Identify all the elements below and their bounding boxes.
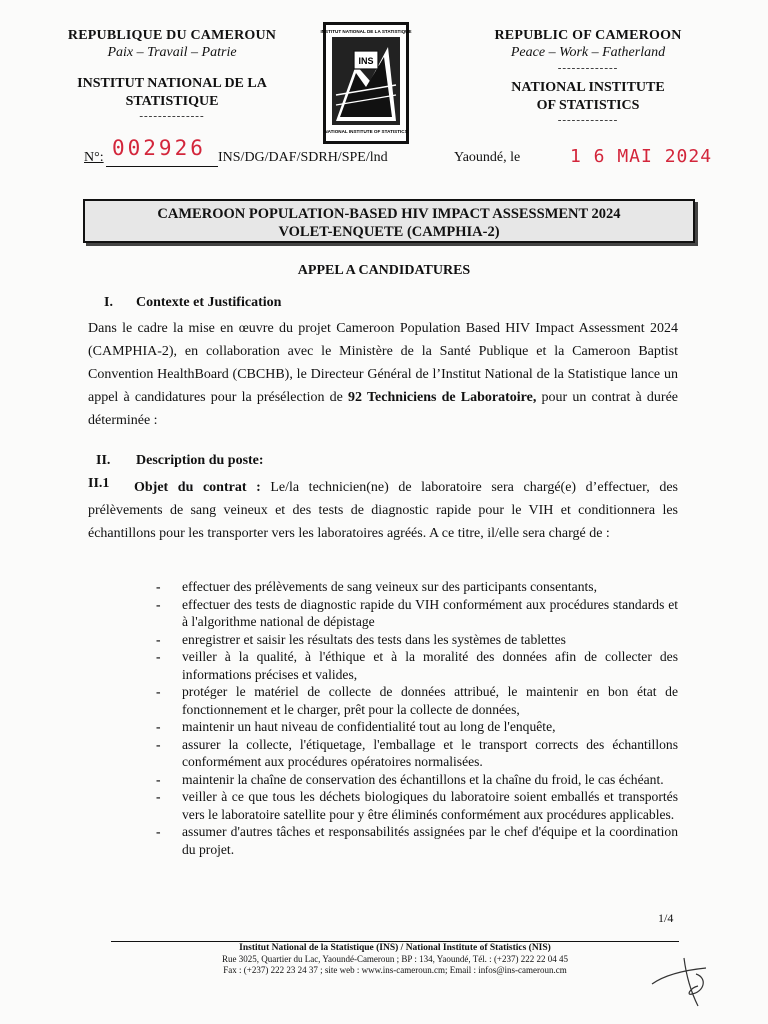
section-2-title: Description du poste: <box>136 453 264 468</box>
section-1-number: I. <box>104 295 113 310</box>
title-line-2: VOLET-ENQUETE (CAMPHIA-2) <box>278 224 500 240</box>
logo-bottom-text: NATIONAL INSTITUTE OF STATISTICS <box>324 129 408 134</box>
footer-contact: Fax : (+237) 222 23 24 37 ; site web : www.ins-cameroun.cm; Email : infos@ins-cameroun.cm <box>223 965 567 975</box>
institute-name-en-line1: NATIONAL INSTITUTE <box>511 80 665 95</box>
list-item: - effectuer des prélèvements de sang veineux sur des participants consentants, <box>156 578 678 596</box>
logo-abbr: INS <box>358 56 374 66</box>
reference-number-stamp: 002926 <box>112 136 206 160</box>
ins-logo-graphic <box>320 25 412 141</box>
list-item: - maintenir un haut niveau de confidentialité tout au long de l'enquête, <box>156 718 678 736</box>
footer-institute: Institut National de la Statistique (INS) / National Institute of Statistics (NIS) <box>239 943 551 953</box>
date-stamp: 1 6 MAI 2024 <box>570 146 713 167</box>
list-item: - protéger le matériel de collecte de données attribué, le maintenir en bon état de fonctionnement et le charger, prêt pour la collecte de données, <box>156 683 678 718</box>
list-item: - maintenir la chaîne de conservation des échantillons et la chaîne du froid, le cas échéant. <box>156 771 678 789</box>
motto-fr: Paix – Travail – Patrie <box>107 45 237 60</box>
header-right <box>468 28 708 125</box>
footer-address: Rue 3025, Quartier du Lac, Yaoundé-Cameroun ; BP : 134, Yaoundé, Tél. : (+237) 222 22 04 45 <box>221 954 569 964</box>
subsection-2-1-text: Le/la technicien(ne) de laboratoire sera chargé(e) d’effectuer, des prélèvements de sang veineux et des tests de diagnostic rapide pour le VIH et conditionnera les échantillons pour les transporter vers les laboratoires agréés. A ce titre, il/elle sera chargé de : <box>88 480 678 541</box>
section-1-text-end: pour un contrat à durée déterminée : <box>88 390 678 428</box>
list-item: - assumer d'autres tâches et responsabilités assignées par le chef d'équipe et la coordination du projet. <box>156 823 678 858</box>
duties-list <box>156 578 678 858</box>
subsection-2-1-number: II.1 <box>88 476 110 491</box>
country-name-fr: REPUBLIQUE DU CAMEROUN <box>67 28 277 43</box>
list-item: - veiller à ce que tous les déchets biologiques du laboratoire soient emballés et transportés vers le laboratoire satellite pour y être éliminés conformément aux procédures applicables. <box>156 788 678 823</box>
title-line-1: CAMEROON POPULATION-BASED HIV IMPACT ASSESSMENT 2024 <box>157 206 621 222</box>
country-name-en: REPUBLIC OF CAMEROON <box>494 28 682 43</box>
institute-name-en <box>468 79 708 115</box>
motto-en: Peace – Work – Fatherland <box>510 45 666 60</box>
divider-dashes: -------------- <box>139 110 205 122</box>
footer-rule <box>111 941 679 942</box>
header-left <box>52 28 292 121</box>
list-item: - enregistrer et saisir les résultats des tests dans les systèmes de tablettes <box>156 631 678 649</box>
logo-top-text: INSTITUT NATIONAL DE LA STATISTIQUE <box>320 29 412 34</box>
section-1-paragraph <box>88 317 678 432</box>
initials-signature <box>646 944 736 1010</box>
subsection-2-1-paragraph <box>88 476 678 545</box>
institute-name-fr: INSTITUT NATIONAL DE LA STATISTIQUE <box>77 76 267 109</box>
page-heading: APPEL A CANDIDATURES <box>297 263 471 278</box>
list-item: - effectuer des tests de diagnostic rapide du VIH conformément aux procédures standards et à l'algorithme national de dépistage <box>156 596 678 631</box>
institute-name-en-line2: OF STATISTICS <box>536 98 640 113</box>
section-1-text: Dans le cadre la mise en œuvre du projet Cameroon Population Based HIV Impact Assessment 2024 (CAMPHIA-2), en collaboration avec le Ministère de la Santé Publique et la Cameroon Baptist Convention HealthBoard (CBCHB), le Directeur Général de l’Institut National de la Statistique lance un appel à candidatures pour la présélection de <box>88 321 678 405</box>
place-label: Yaoundé, le <box>454 150 521 165</box>
section-1-bold-text: 92 Techniciens de Laboratoire, <box>348 390 537 405</box>
footer <box>111 943 679 976</box>
reference-line <box>84 136 484 168</box>
document-title-box <box>83 199 695 243</box>
divider-dashes-top: ------------- <box>557 62 619 74</box>
page-number: 1/4 <box>658 911 674 925</box>
section-2-number: II. <box>96 453 111 468</box>
reference-code: INS/DG/DAF/SDRH/SPE/lnd <box>218 150 388 165</box>
reference-underline <box>106 166 218 167</box>
ins-logo <box>320 22 412 144</box>
subsection-2-1-title: Objet du contrat : <box>134 480 261 495</box>
section-1-title: Contexte et Justification <box>136 295 282 310</box>
reference-label: N°: <box>84 150 104 165</box>
divider-dashes-bottom: ------------- <box>557 114 619 126</box>
list-item: - veiller à la qualité, à l'éthique et à la moralité des données afin de collecter des informations précises et valides, <box>156 648 678 683</box>
list-item: - assurer la collecte, l'étiquetage, l'emballage et le transport corrects des échantillons conformément aux procédures opératoires normalisées. <box>156 736 678 771</box>
